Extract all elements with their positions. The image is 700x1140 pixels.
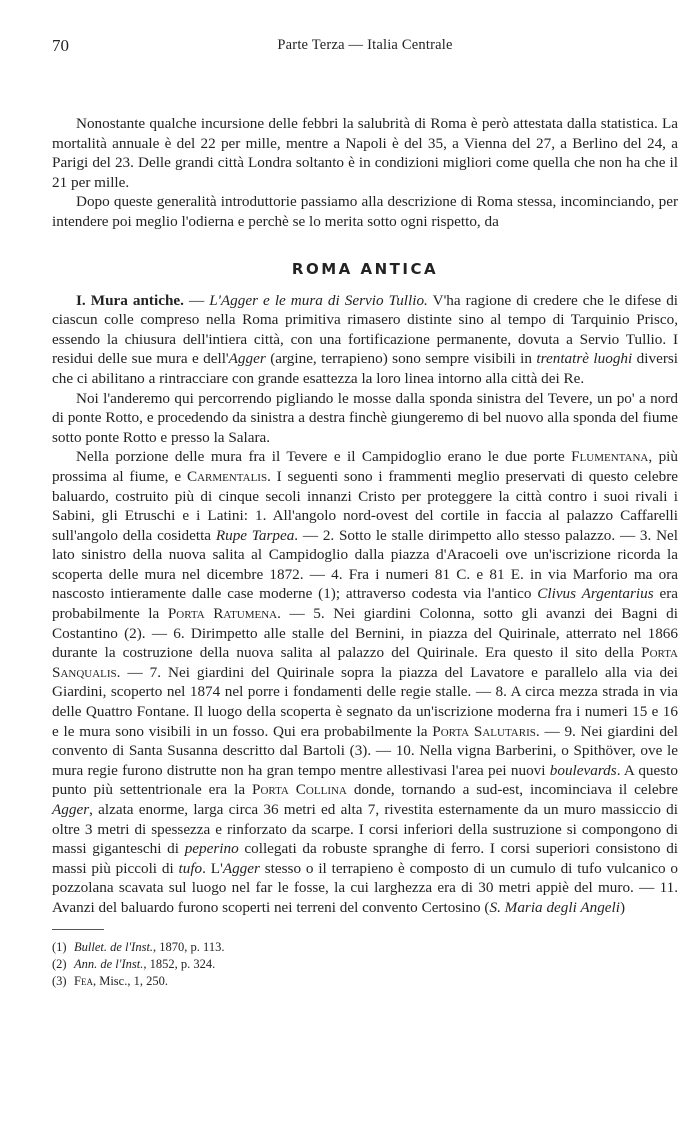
text: . — 9. Nei giardini del convento di Santa Susanna descritto dal Bartoli (3). — 10. Nella vigna Barberini, o Spithöver, ove le mura regie furono distrutte non ha gran tempo mentre allestivasi l'area pei nuovi bbox=[52, 722, 678, 779]
paragraph-mura-antiche bbox=[52, 291, 678, 389]
term-clivus-argentarius: Clivus Argentarius bbox=[537, 585, 654, 603]
porta-carmentalis: Carmentalis bbox=[186, 467, 268, 485]
text: ) bbox=[619, 898, 626, 916]
footnote-ref: , Misc., 1, 250. bbox=[92, 973, 168, 988]
text: collegati da robuste spranghe di ferro. I corsi superiori consistono di massi più piccoli di bbox=[52, 840, 679, 877]
footnote-source: Fea bbox=[74, 973, 93, 988]
footnote-number: (3) bbox=[52, 973, 67, 988]
term-trentatre-luoghi: trentatrè luoghi bbox=[536, 350, 633, 368]
page-header bbox=[52, 36, 678, 58]
footnote bbox=[52, 956, 678, 973]
term-agger: Agger bbox=[222, 859, 260, 877]
porta-salutaris: Porta Salutaris bbox=[432, 722, 536, 740]
running-title: Parte Terza — Italia Centrale bbox=[277, 37, 453, 53]
dash: — bbox=[183, 291, 210, 309]
footnote bbox=[52, 973, 678, 990]
text: . A questo punto più settentrionale era la bbox=[52, 761, 678, 799]
intro-paragraph: Dopo queste generalità introduttorie passiamo alla descrizione di Roma stessa, incominciando, per intendere poi meglio l'odierna e perchè se lo merita sotto ogni rispetto, da bbox=[52, 193, 678, 230]
porta-ratumena: Porta Ratumena bbox=[167, 605, 278, 623]
section-heading: I. Mura antiche. bbox=[76, 291, 184, 309]
text: V'ha ragione di credere che le difese di ciascun colle compreso nella Roma primitiva rimasero distinte sino al tempo di Tarquinio Prisco, essendo la chiusura dell'intiera città, con una fortificazione permanente, dovuta a Servio Tullio. I residui delle sue mura e dell' bbox=[52, 291, 679, 368]
page-number: 70 bbox=[52, 36, 69, 55]
text: Nella porzione delle mura fra il Tevere e il Campidoglio erano le due porte bbox=[76, 448, 572, 466]
footnote-number: (2) bbox=[52, 956, 67, 971]
term-boulevards: boulevards bbox=[549, 761, 617, 779]
text: donde, tornando a sud-est, incominciava il celebre bbox=[346, 781, 678, 799]
term-tufo: tufo bbox=[178, 859, 203, 877]
text: . — 7. Nei giardini del Quirinale sopra la piazza del Lavatore e parallelo alla via dei Giardini, scoperto nel 1874 nel porre i fondamenti delle regie stalle. — 8. A circa mezza strada in via delle Quattro Fontane. Il luogo della scoperta è segnato da un'iscrizione moderna fra i numeri 15 e 16 e le mura sono visibili in un fosso. Qui era probabilmente la bbox=[52, 663, 678, 740]
intro-section bbox=[52, 114, 678, 232]
text: (argine, terrapieno) sono sempre visibili in bbox=[265, 350, 537, 368]
footnote-ref: , 1852, p. 324. bbox=[143, 956, 216, 971]
section-subtitle: L'Agger e le mura di Servio Tullio. bbox=[209, 291, 428, 309]
text: stesso o il terrapieno è composto di un cumulo di tufo vulcanico o pozzolana scavata sul luogo nel far le fosse, la cui larghezza era di 30 metri appiè del muro. — 11. Avanzi del baluardo furono scoperti nei terreni del convento Certosino ( bbox=[52, 859, 678, 916]
footnote-source: Bullet. de l'Inst. bbox=[74, 939, 154, 954]
text: . L' bbox=[202, 859, 223, 877]
text: . I seguenti sono i frammenti meglio preservati di questo celebre baluardo, costruito più di cinque secoli innanzi Cristo per proteggere la città contro i suoi rivali i Sabini, gli Etruschi e i Latini: 1. All'angolo nord-ovest del cortile in faccia al palazzo Caffarelli sull'angolo della cosidetta bbox=[52, 467, 678, 544]
text: , alzata enorme, larga circa 36 metri ed alta 7, rivestita esternamente da un muro massiccio di oltre 3 metri di spessezza e rinforzato da scarpe. I corsi inferiori della sustruzione si compongono di massi giganteschi di bbox=[52, 801, 678, 858]
term-rupe-tarpea: Rupe Tarpea bbox=[215, 526, 295, 544]
text: . — 5. Nei giardini Colonna, sotto gli avanzi dei Bagni di Costantino (2). — 6. Dirimpetto alle stalle del Bernini, in piazza del Quirinale, atterrato nel 1866 durante la costruzione della nuova salita al palazzo del Quirinale. Era questo il sito della bbox=[52, 605, 678, 662]
term-agger: Agger bbox=[228, 350, 266, 368]
paragraph-porte bbox=[52, 447, 678, 917]
footnote-number: (1) bbox=[52, 939, 67, 954]
page bbox=[52, 36, 678, 990]
intro-paragraph: Nonostante qualche incursione delle febbri la salubrità di Roma è però attestata dalla statistica. La mortalità annuale è del 22 per mille, mentre a Napoli è del 35, a Vienna del 27, a Berlino del 24, a Parigi del 23. Delle grandi città Londra soltanto è in condizioni migliori come quella che non ha che il 21 per mille. bbox=[52, 115, 678, 191]
porta-sanqualis: Porta Sanqualis bbox=[52, 644, 678, 681]
term-agger: Agger bbox=[52, 801, 90, 818]
section-title: ROMA ANTICA bbox=[291, 259, 439, 278]
footnote-ref: , 1870, p. 113. bbox=[153, 939, 225, 954]
term-peperino: peperino bbox=[184, 840, 239, 858]
paragraph-percorso: Noi l'anderemo qui percorrendo pigliando le mosse dalla sponda sinistra del Tevere, un po' a nord di ponte Rotto, e procedendo da sinistra a destra finchè giungeremo di bel nuovo alla sponda del fiume sotto ponte Rotto e presso la Salara. bbox=[52, 389, 678, 446]
text: era probabilmente la bbox=[52, 585, 678, 623]
footnotes bbox=[52, 939, 678, 990]
footnote-source: Ann. de l'Inst. bbox=[74, 956, 144, 971]
porta-flumentana: Flumentana bbox=[571, 448, 649, 466]
text: diversi che ci abilitano a rintracciare con grande esattezza la loro linea intorno alla città dei Re. bbox=[52, 350, 679, 387]
porta-collina: Porta Collina bbox=[252, 781, 347, 799]
text: , più prossima al fiume, e bbox=[52, 448, 678, 485]
text: . — 2. Sotto le stalle dirimpetto allo stesso palazzo. — 3. Nel lato sinistro della nuova salita al Campidoglio dalla piazza d'Aracoeli ove un'iscrizione ricorda la scoperta delle mura nel dicembre 1872. — 4. Fra i numeri 81 C. e 81 E. in via Marforio ma ora nascosto intieramente dalle case moderne (1); attraverso codesta via l'antico bbox=[52, 526, 678, 603]
footnote-divider bbox=[52, 929, 104, 930]
footnote bbox=[52, 939, 678, 956]
term-santa-maria-degli-angeli: S. Maria degli Angeli bbox=[489, 898, 620, 916]
